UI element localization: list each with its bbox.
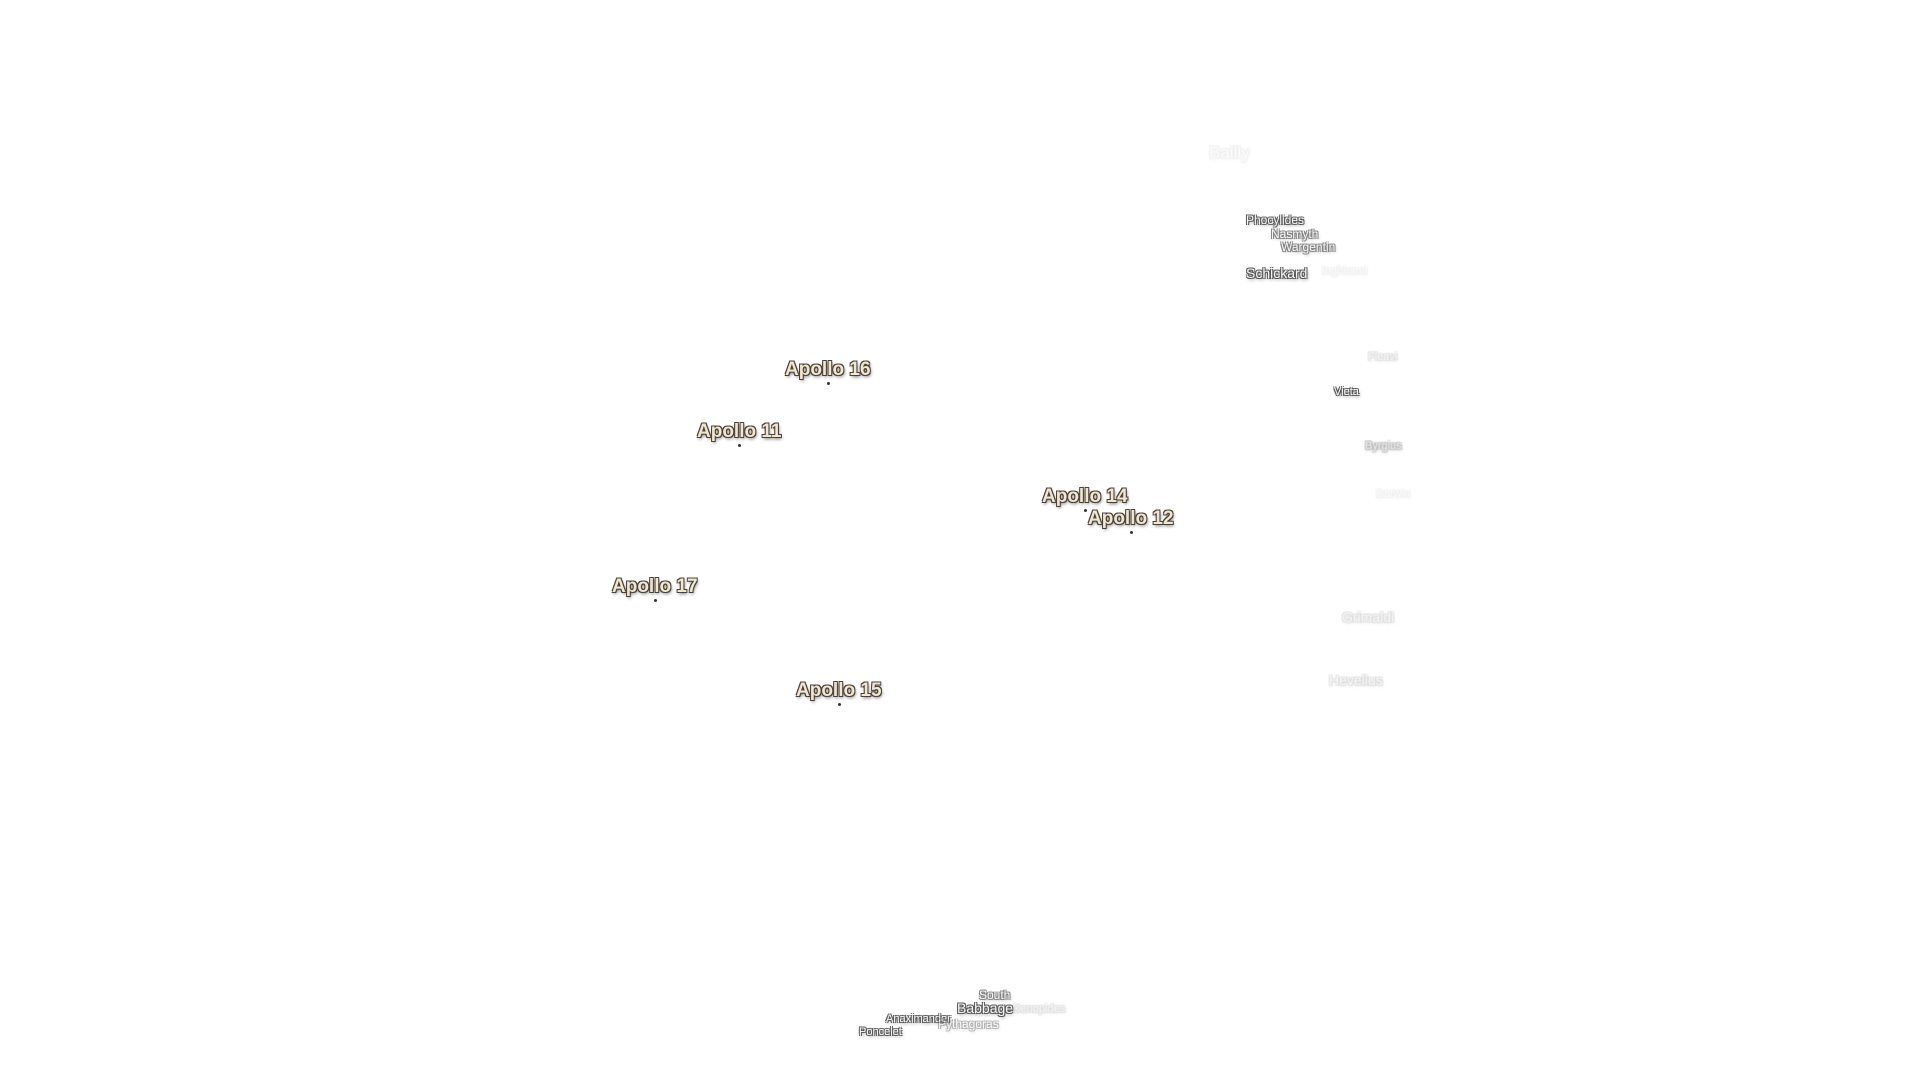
crater-vieta-label[interactable]: Vieta <box>1334 386 1359 398</box>
apollo-14-point <box>1084 509 1087 512</box>
apollo-11-label: Apollo 11 <box>697 421 782 442</box>
crater-poncelet-label[interactable]: Poncelet <box>859 1026 902 1038</box>
crater-hevelius-label[interactable]: Hevelius <box>1329 672 1383 688</box>
crater-oenopides-label[interactable]: Oenopides <box>1012 1003 1066 1015</box>
crater-anaximander-label[interactable]: Anaximander <box>886 1013 951 1025</box>
apollo-17-marker[interactable] <box>612 577 698 596</box>
crater-wargentin-label[interactable]: Wargentin <box>1281 240 1336 254</box>
crater-nasmyth-label[interactable]: Nasmyth <box>1271 227 1319 241</box>
crater-fleavi-label[interactable]: Fleavi <box>1368 351 1398 363</box>
apollo-12-point <box>1130 531 1133 534</box>
crater-darwin-label[interactable]: Darwin <box>1376 488 1411 500</box>
apollo-12-marker[interactable] <box>1088 509 1174 528</box>
apollo-11-marker[interactable] <box>697 422 781 441</box>
apollo-15-point <box>838 703 841 706</box>
apollo-11-point <box>738 444 741 447</box>
apollo-17-label: Apollo 17 <box>612 576 698 597</box>
apollo-16-label: Apollo 16 <box>785 359 871 380</box>
apollo-14-label: Apollo 14 <box>1042 486 1128 507</box>
crater-bailly-label[interactable]: Bailly <box>1209 143 1250 162</box>
crater-inghirami-label[interactable]: Inghirami <box>1322 265 1368 277</box>
apollo-17-point <box>654 599 657 602</box>
crater-pythagoras-label[interactable]: Pythagoras <box>938 1017 999 1031</box>
crater-schickard-label[interactable]: Schickard <box>1246 265 1308 281</box>
apollo-16-point <box>827 382 830 385</box>
apollo-14-marker[interactable] <box>1042 487 1128 506</box>
crater-phocylides-label[interactable]: Phocylides <box>1246 213 1305 227</box>
apollo-16-marker[interactable] <box>785 360 871 379</box>
crater-byrgius-label[interactable]: Byrgius <box>1365 440 1402 452</box>
apollo-12-label: Apollo 12 <box>1088 508 1174 529</box>
crater-babbage-label[interactable]: Babbage <box>957 1000 1014 1016</box>
crater-south-label[interactable]: South <box>979 988 1011 1002</box>
apollo-15-marker[interactable] <box>796 681 882 700</box>
apollo-15-label: Apollo 15 <box>796 680 882 701</box>
crater-grimaldi-label[interactable]: Grimaldi <box>1342 609 1395 625</box>
